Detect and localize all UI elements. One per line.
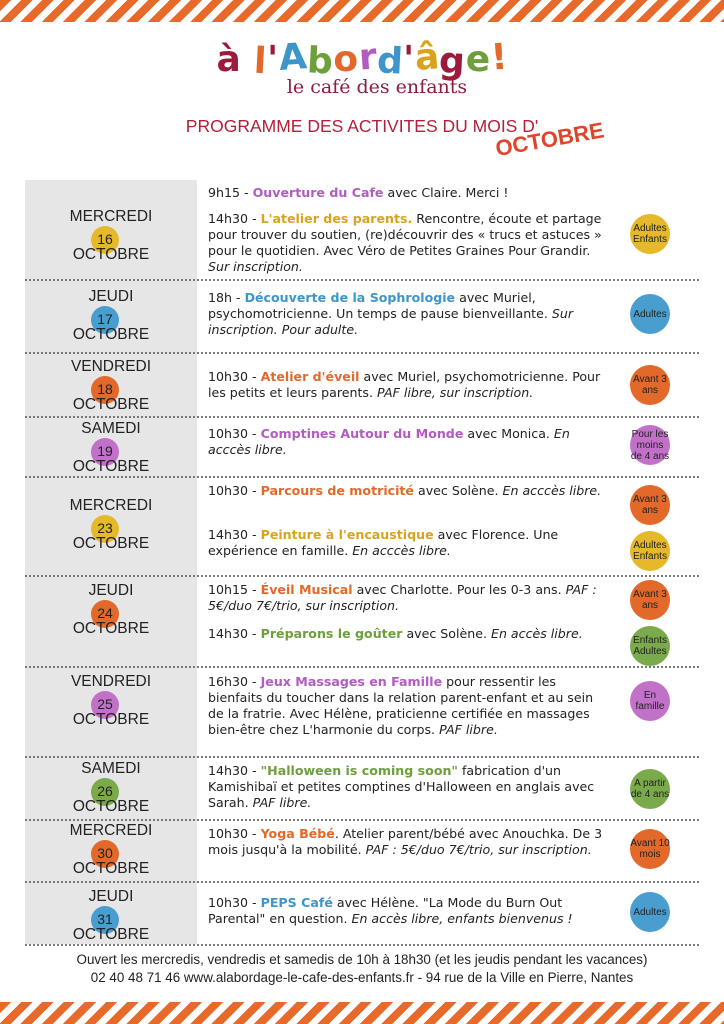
row-separator: [25, 575, 699, 577]
activity-details: pour ressentir les bienfaits du toucher dans la relation parent-enfant et au sein de la fratrie. Avec Hélène, praticienne certifiée en massages bien-être chez L'harmonie du corps.: [208, 674, 594, 737]
activity-description: [208, 483, 603, 499]
date-cell: [25, 417, 197, 477]
audience-badge: Avant 3 ans: [630, 365, 670, 405]
logo-letter: â: [413, 36, 441, 79]
day-number: 19: [97, 443, 113, 459]
row-separator: [25, 819, 699, 821]
date-cell: [25, 882, 197, 944]
schedule-row: [25, 667, 699, 757]
date-cell: [25, 667, 197, 757]
audience-badge: En famille: [630, 681, 670, 721]
audience-badge: A partir de 4 ans: [630, 769, 670, 809]
audience-badge: Adultes: [630, 294, 670, 334]
month-name: OCTOBRE: [72, 396, 150, 413]
activity-details: . Atelier parent/bébé avec Anouchka. De 3 mois jusqu'à la mobilité.: [208, 826, 603, 857]
activity-title: Peinture à l'encaustique: [260, 527, 434, 542]
row-separator: [25, 416, 699, 418]
logo-letter: A: [277, 36, 309, 79]
day-number: 17: [97, 311, 113, 327]
activity-details: avec Monica.: [463, 426, 550, 441]
activity-time: 14h30 -: [208, 211, 261, 226]
month-name: OCTOBRE: [72, 860, 150, 877]
activity-note: En acccès libre.: [498, 483, 602, 498]
audience-badge: Avant 10 mois: [630, 829, 670, 869]
row-separator: [25, 666, 699, 668]
month-name: OCTOBRE: [72, 458, 150, 475]
row-separator: [25, 944, 699, 946]
activity-details: avec Claire. Merci !: [383, 185, 509, 200]
month-name: OCTOBRE: [72, 246, 150, 263]
schedule-row: [25, 180, 699, 280]
date-cell: [25, 820, 197, 882]
month-name: OCTOBRE: [72, 711, 150, 728]
schedule-row: [25, 882, 699, 944]
row-separator: [25, 881, 699, 883]
day-name: SAMEDI: [81, 760, 141, 777]
row-separator: [25, 352, 699, 354]
activity-title: Découverte de la Sophrologie: [244, 290, 456, 305]
top-stripe-border: [0, 0, 724, 22]
day-number: 23: [97, 520, 113, 536]
activity-description: [208, 369, 603, 401]
activity-time: 10h30 -: [208, 369, 261, 384]
activity-details: Rencontre, écoute et partage pour trouver du soutien, (re)découvrir des « trucs et astuces » pour le quotidien. Avec Véro de Petites Graines Pour Grandir.: [208, 211, 602, 258]
activity-note: En accès libre, enfants bienvenus !: [347, 911, 573, 926]
activity-description: [208, 895, 603, 927]
activity-details: avec Solène.: [413, 483, 499, 498]
logo-letter: ': [403, 39, 415, 80]
audience-badge: Adultes Enfants: [630, 214, 670, 254]
activity-note: PAF libre.: [248, 795, 312, 810]
activity-note: PAF libre, sur inscription.: [373, 385, 534, 400]
day-number: 16: [97, 231, 113, 247]
activity-description: [208, 290, 603, 338]
day-name: VENDREDI: [70, 358, 152, 375]
day-number: 18: [97, 381, 113, 397]
audience-badge: Adultes: [630, 892, 670, 932]
date-cell: [25, 477, 197, 576]
audience-badge: Pour les moins de 4 ans: [630, 425, 670, 465]
date-cell: [25, 353, 197, 417]
date-cell: [25, 757, 197, 820]
activity-time: 10h15 -: [208, 582, 261, 597]
schedule-row: [25, 280, 699, 353]
activity-details: avec Muriel, psychomotricienne. Un temps de pause bienveillante.: [208, 290, 548, 321]
activity-note: Sur inscription. Pour adulte.: [208, 306, 574, 337]
day-number: 25: [97, 696, 113, 712]
schedule-row: [25, 417, 699, 477]
program-month: OCTOBRE: [493, 117, 606, 162]
activity-details: fabrication d'un Kamishibaï et petites comptines d'Halloween en anglais avec Sarah.: [208, 763, 595, 810]
activity-details: avec Muriel, psychomotricienne. Pour les petits et leurs parents.: [208, 369, 601, 400]
schedule-row: [25, 576, 699, 667]
activity-description: [208, 626, 603, 642]
day-name: MERCREDI: [69, 208, 153, 225]
activity-time: 14h30 -: [208, 626, 261, 641]
day-number: 30: [97, 845, 113, 861]
activity-time: 16h30 -: [208, 674, 261, 689]
activity-time: 10h30 -: [208, 826, 261, 841]
month-name: OCTOBRE: [72, 620, 150, 637]
logo-wordmark: [0, 36, 724, 83]
audience-badge: Adultes Enfants: [630, 531, 670, 571]
logo-letter: !: [489, 36, 509, 79]
activity-description: [208, 582, 603, 614]
day-name: VENDREDI: [70, 673, 152, 690]
activity-note: PAF libre.: [435, 722, 498, 737]
activity-note: Sur inscription.: [208, 259, 303, 274]
bottom-stripe-border: [0, 1002, 724, 1024]
activity-details: avec Solène.: [402, 626, 487, 641]
activity-description: [208, 826, 603, 858]
activity-time: 14h30 -: [208, 527, 261, 542]
logo-letter: g: [438, 40, 467, 83]
activity-title: Ouverture du Cafe: [252, 185, 384, 200]
activity-description: [208, 185, 603, 201]
activity-note: PAF : 5€/duo 7€/trio, sur inscription.: [361, 842, 592, 857]
date-cell: [25, 280, 197, 353]
audience-badge: Enfants Adultes: [630, 626, 670, 666]
month-name: OCTOBRE: [72, 535, 150, 552]
row-separator: [25, 476, 699, 478]
activity-note: PAF : 5€/duo 7€/trio, sur inscription.: [208, 582, 597, 613]
activity-title: Atelier d'éveil: [260, 369, 360, 384]
logo: [0, 36, 724, 98]
month-name: OCTOBRE: [72, 926, 150, 943]
activity-title: "Halloween is coming soon": [260, 763, 458, 778]
schedule-row: [25, 820, 699, 882]
day-name: MERCREDI: [69, 822, 153, 839]
program-title: PROGRAMME DES ACTIVITES DU MOIS D': [185, 116, 539, 136]
activity-description: [208, 211, 603, 275]
activity-details: avec Hélène. "La Mode du Burn Out Parental" en question.: [208, 895, 563, 926]
date-cell: [25, 180, 197, 280]
logo-letter: ': [267, 39, 279, 80]
footer-contact: 02 40 48 71 46 www.alabordage-le-cafe-des-enfants.fr - 94 rue de la Ville en Pierre, Nantes: [90, 970, 634, 985]
logo-letter: o: [333, 39, 359, 80]
activity-note: En acccès libre.: [208, 426, 570, 457]
activity-time: 9h15 -: [208, 185, 253, 200]
logo-letter: à: [216, 39, 242, 80]
logo-letter: l: [253, 40, 269, 83]
footer-hours: Ouvert les mercredis, vendredis et samedis de 10h à 18h30 (et les jeudis pendant les vacances): [76, 952, 648, 967]
activity-title: Yoga Bébé: [260, 826, 335, 841]
day-number: 26: [97, 783, 113, 799]
month-name: OCTOBRE: [72, 326, 150, 343]
activity-title: Préparons le goûter: [260, 626, 403, 641]
activity-title: Comptines Autour du Monde: [260, 426, 464, 441]
activity-description: [208, 527, 603, 559]
logo-subtitle: le café des enfants: [286, 76, 468, 98]
activity-note: En acccès libre.: [348, 543, 451, 558]
day-name: SAMEDI: [81, 420, 141, 437]
footer: [0, 951, 724, 987]
day-name: JEUDI: [88, 582, 134, 599]
activity-description: [208, 426, 603, 458]
date-cell: [25, 576, 197, 667]
activity-title: Éveil Musical: [260, 582, 353, 597]
audience-badge: Avant 3 ans: [630, 580, 670, 620]
schedule-row: [25, 757, 699, 820]
activity-description: [208, 674, 603, 738]
schedule-row: [25, 353, 699, 417]
row-separator: [25, 756, 699, 758]
day-name: MERCREDI: [69, 497, 153, 514]
activity-time: 10h30 -: [208, 426, 261, 441]
activity-title: PEPS Café: [260, 895, 333, 910]
logo-letter: d: [375, 40, 405, 83]
activity-time: 14h30 -: [208, 763, 261, 778]
audience-badge: Avant 3 ans: [630, 485, 670, 525]
logo-letter: b: [306, 40, 335, 83]
activity-note: En accès libre.: [486, 626, 583, 641]
day-name: JEUDI: [88, 888, 134, 905]
schedule-row: [25, 477, 699, 576]
activity-title: L'atelier des parents.: [260, 211, 413, 226]
activity-time: 10h30 -: [208, 895, 261, 910]
activity-details: avec Charlotte. Pour les 0-3 ans.: [352, 582, 562, 597]
day-name: JEUDI: [88, 288, 134, 305]
row-separator: [25, 279, 699, 281]
activity-time: 10h30 -: [208, 483, 261, 498]
logo-letter: r: [357, 36, 379, 79]
activity-details: avec Florence. Une expérience en famille.: [208, 527, 559, 558]
activity-description: [208, 763, 603, 811]
activity-time: 18h -: [208, 290, 245, 305]
day-number: 31: [97, 911, 113, 927]
month-name: OCTOBRE: [72, 798, 150, 815]
day-number: 24: [97, 605, 113, 621]
logo-letter: e: [465, 39, 491, 80]
activity-title: Jeux Massages en Famille: [260, 674, 443, 689]
activity-title: Parcours de motricité: [260, 483, 414, 498]
